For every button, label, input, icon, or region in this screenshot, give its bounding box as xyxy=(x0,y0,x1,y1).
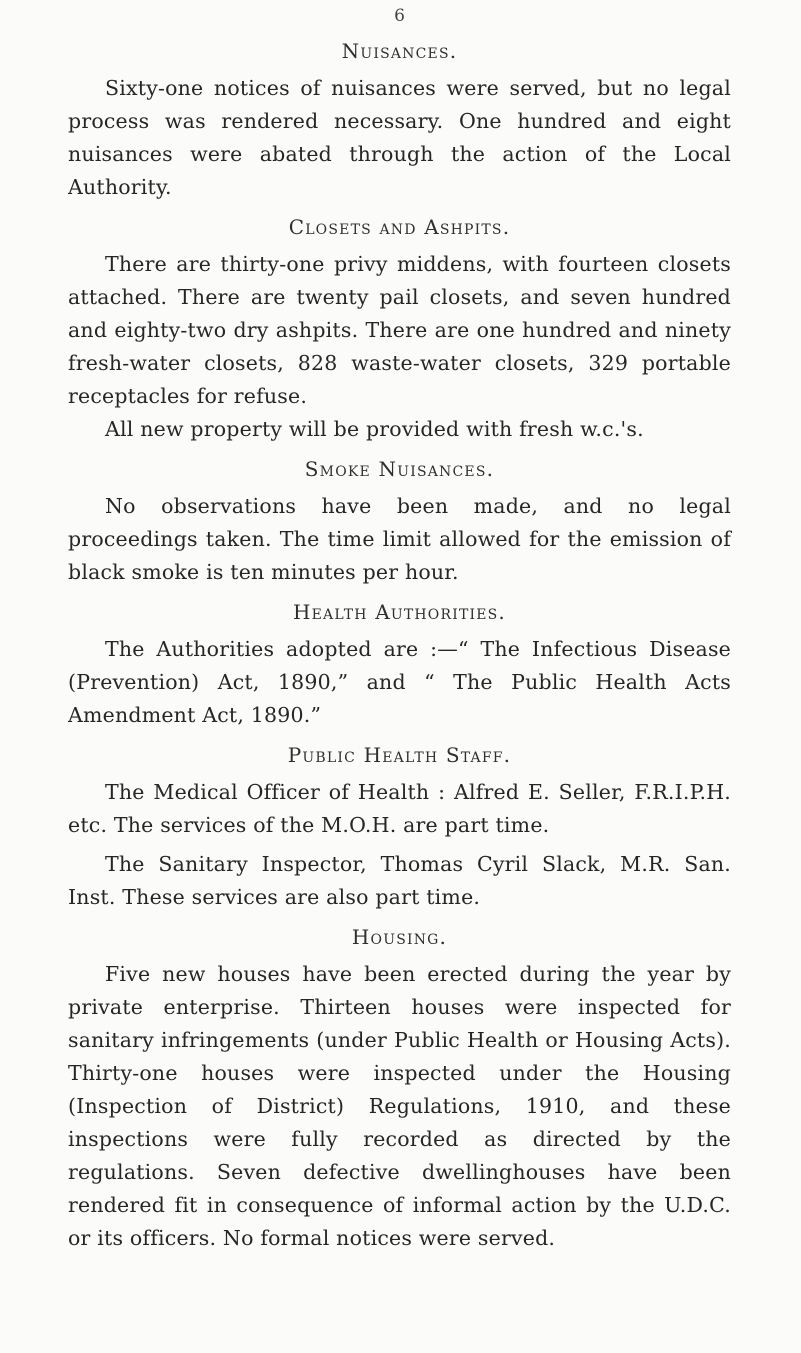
paragraph: The Medical Officer of Health : Alfred E. Seller, F.R.I.P.H. etc. The services of the M.O.H. are part time. xyxy=(68,780,731,837)
paragraph: No observations have been made, and no legal proceedings taken. The time limit allowed for the emission of black smoke is ten minutes per hour. xyxy=(68,494,731,584)
page-number: 6 xyxy=(394,6,405,26)
section-heading: Housing. xyxy=(351,925,448,949)
section-health-authorities xyxy=(68,597,731,732)
paragraph: The Sanitary Inspector, Thomas Cyril Slack, M.R. San. Inst. These services are also part time. xyxy=(68,852,731,909)
section-heading: Health Authorities. xyxy=(292,600,506,624)
section-closets-and-ashpits xyxy=(68,212,731,446)
paragraph: All new property will be provided with fresh w.c.'s. xyxy=(105,417,644,441)
section-heading: Closets and Ashpits. xyxy=(288,215,511,239)
paragraph: There are thirty-one privy middens, with fourteen closets attached. There are twenty pail closets, and seven hundred and eighty-two dry ashpits. There are one hundred and ninety fresh-water closets, 828 waste-water closets, 329 portable receptacles for refuse. xyxy=(68,252,731,408)
section-public-health-staff xyxy=(68,740,731,914)
paragraph: The Authorities adopted are :—“ The Infectious Disease (Prevention) Act, 1890,” and “ The Public Health Acts Amendment Act, 1890.” xyxy=(68,637,731,727)
section-heading: Nuisances. xyxy=(341,39,458,63)
section-heading: Smoke Nuisances. xyxy=(304,457,495,481)
paragraph: Five new houses have been erected during the year by private enterprise. Thirteen houses were inspected for sanitary infringements (under Public Health or Housing Acts). Thirty-one houses were inspected under the Housing (Inspection of District) Regulations, 1910, and these inspections were fully recorded as directed by the regulations. Seven defective dwellinghouses have been rendered fit in consequence of informal action by the U.D.C. or its officers. No formal notices were served. xyxy=(68,962,731,1250)
section-housing xyxy=(68,922,731,1255)
section-heading: Public Health Staff. xyxy=(287,743,512,767)
section-smoke-nuisances xyxy=(68,454,731,589)
section-nuisances xyxy=(68,36,731,204)
paragraph: Sixty-one notices of nuisances were served, but no legal process was rendered necessary. One hundred and eight nuisances were abated through the action of the Local Authority. xyxy=(68,76,731,199)
